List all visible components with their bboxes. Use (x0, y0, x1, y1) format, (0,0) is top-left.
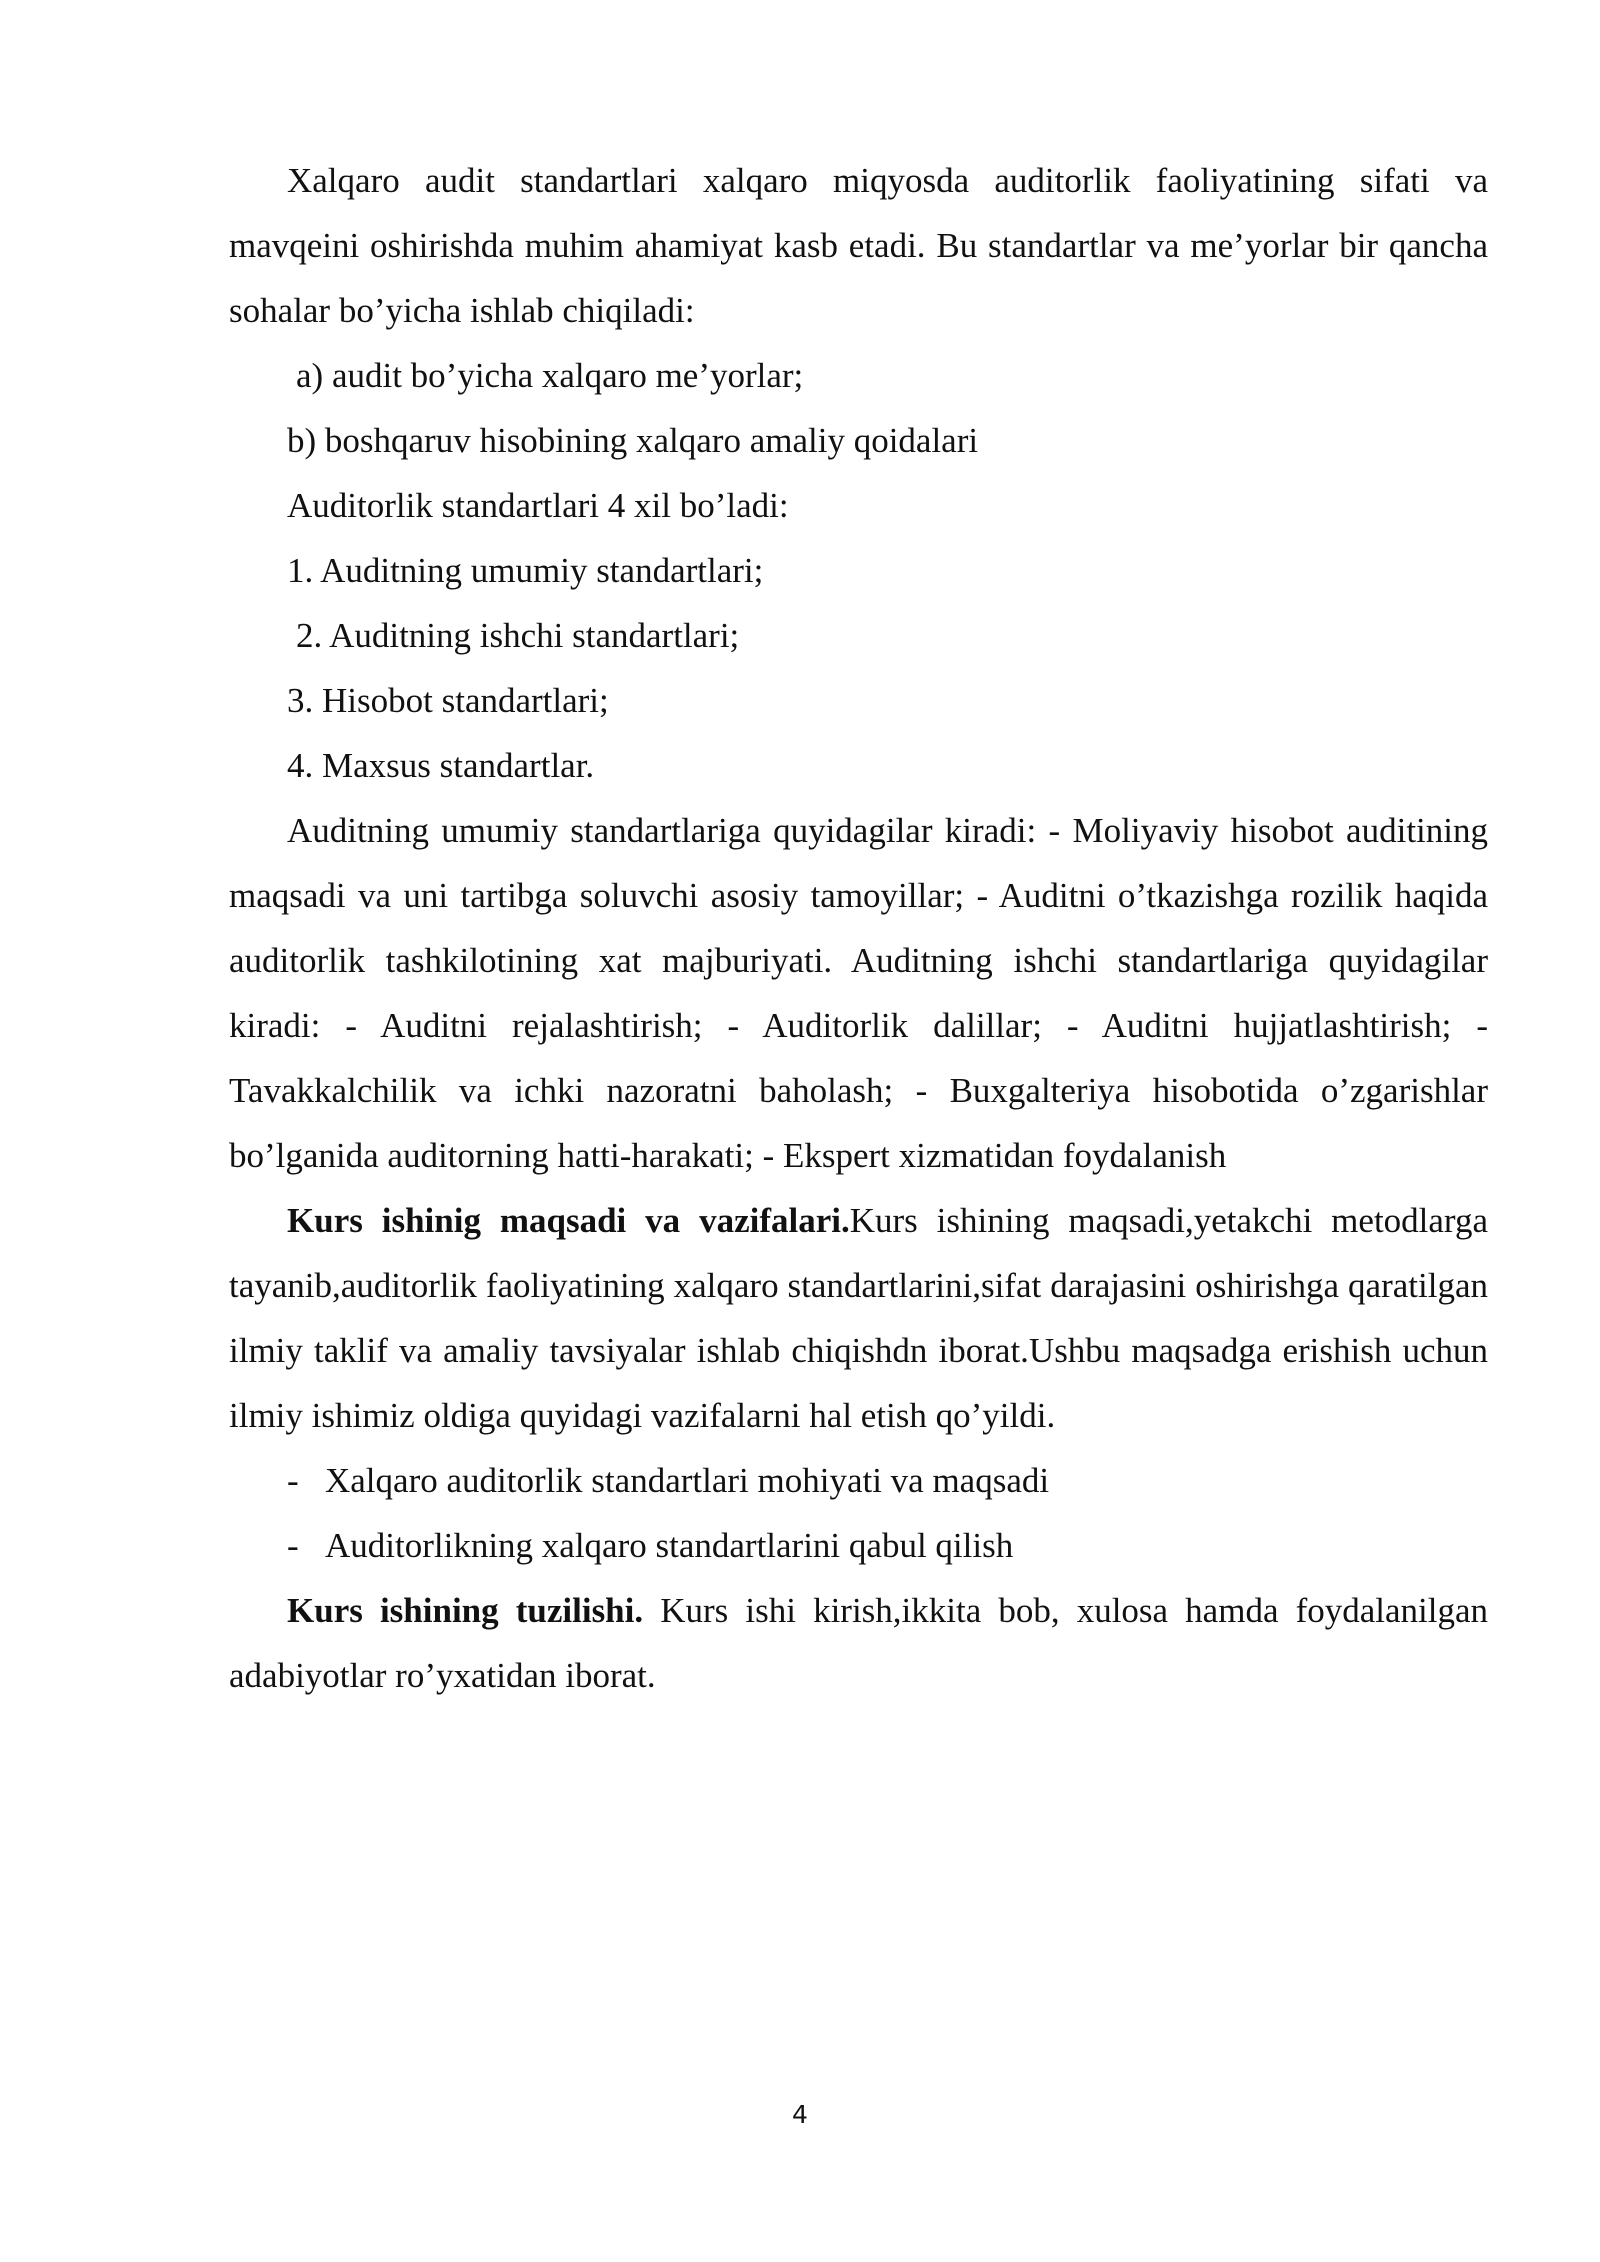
goals-body: Kurs ishining maqsadi,yetakchi metodlarga tayanib,auditorlik faoliyatining xalqaro standartlarini,sifat darajasini oshirishga qaratilgan ilmiy taklif va amaliy tavsiyalar ishlab chiqishdn iborat.Ushbu maqsadga erishish uchun ilmiy ishimiz oldiga quyidagi vazifalarni hal etish qo’yildi. (229, 1201, 1488, 1435)
list-item-b: b) boshqaruv hisobining xalqaro amaliy qoidalari (287, 421, 979, 460)
goals-title: Kurs ishinig maqsadi va vazifalari. (287, 1201, 850, 1240)
page-number: 4 (792, 2100, 808, 2129)
task-item (229, 1448, 1488, 1513)
structure-body: Kurs ishi kirish,ikkita bob, xulosa hamda foydalanilgan adabiyotlar ro’yxatidan iborat. (229, 1591, 1489, 1695)
intro-paragraph: Xalqaro audit standartlari xalqaro miqyosda auditorlik faoliyatining sifati va mavqeini oshirishda muhim ahamiyat kasb etadi. Bu standartlar va me’yorlar bir qancha sohalar bo’yicha ishlab chiqiladi: (229, 161, 1488, 330)
body-text (229, 148, 1488, 1708)
structure-paragraph (229, 1578, 1488, 1708)
standard-type-4: 4. Maxsus standartlar. (287, 746, 595, 785)
general-standards-paragraph: Auditning umumiy standartlariga quyidagilar kiradi: - Moliyaviy hisobot auditining maqsadi va uni tartibga soluvchi asosiy tamoyillar; - Auditni o’tkazishga rozilik haqida auditorlik tashkilotining xat majburiyati. Auditning ishchi standartlariga quyidagilar kiradi: - Auditni rejalashtirish; - Auditorlik dalillar; - Auditni hujjatlashtirish; - Tavakkalchilik va ichki nazoratni baholash; - Buxgalteriya hisobotida o’zgarishlar bo’lganida auditorning hatti-harakati; - Ekspert xizmatidan foydalanish (229, 811, 1488, 1175)
dash-bullet: - (287, 1526, 299, 1565)
standard-type-1: 1. Auditning umumiy standartlari; (287, 551, 764, 590)
standard-type-3: 3. Hisobot standartlari; (287, 681, 609, 720)
standard-type-2: 2. Auditning ishchi standartlari; (296, 616, 740, 655)
goals-paragraph (229, 1188, 1488, 1448)
standards-types-heading: Auditorlik standartlari 4 xil bo’ladi: (287, 486, 789, 525)
task-text: Xalqaro auditorlik standartlari mohiyati va maqsadi (325, 1461, 1050, 1500)
structure-title: Kurs ishining tuzilishi. (287, 1591, 644, 1630)
dash-bullet: - (287, 1461, 299, 1500)
task-item (229, 1513, 1488, 1578)
task-text: Auditorlikning xalqaro standartlarini qabul qilish (325, 1526, 1014, 1565)
list-item-a: a) audit bo’yicha xalqaro me’yorlar; (296, 356, 804, 395)
